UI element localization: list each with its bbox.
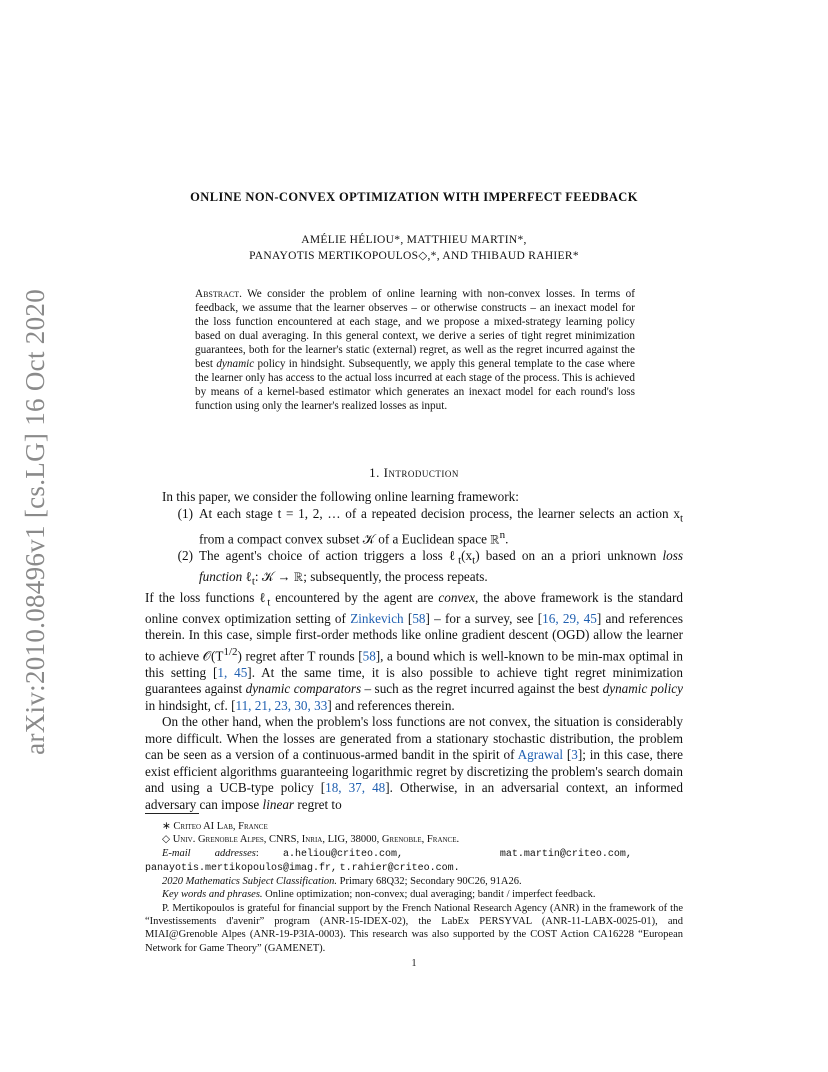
- citation-link[interactable]: 11, 21, 23, 30, 33: [235, 697, 328, 713]
- text-span: .: [505, 531, 509, 547]
- emphasis: dynamic comparators: [245, 681, 362, 697]
- superscript: n: [499, 528, 506, 541]
- paper-title: ONLINE NON-CONVEX OPTIMIZATION WITH IMPERFECT FEEDBACK: [190, 190, 638, 204]
- text-span: If the loss functions ℓ: [145, 589, 268, 605]
- text-span: [: [563, 747, 572, 763]
- subscript: t: [251, 575, 255, 588]
- text-span: from a compact convex subset 𝒦 of a Euclidean space ℝ: [199, 531, 500, 547]
- footnotes: [145, 813, 683, 955]
- text-span: ] – for a survey, see [: [425, 610, 543, 626]
- arxiv-identifier-stamp: [14, 286, 56, 758]
- text-span: ]. Otherwise, in an adversarial context, an informed adversary can impose: [145, 780, 683, 812]
- text-span: On the other hand, when the problem's loss functions are not convex, the situation is considerably more difficult. When the losses are generated from a stationary stochastic distribution, the problem can be seen as a version of a continuous-armed bandit in the spirit of: [145, 714, 683, 763]
- author-block: [0, 232, 828, 264]
- subscript: t: [472, 554, 476, 567]
- list-number: (2): [177, 547, 193, 563]
- subscript: t: [458, 554, 462, 567]
- emphasis: convex: [438, 589, 475, 605]
- citation-link[interactable]: 16, 29, 45: [542, 610, 597, 626]
- list-number: (1): [177, 505, 193, 521]
- abstract: [195, 287, 635, 413]
- citation-link[interactable]: Agrawal: [517, 747, 563, 763]
- affiliation-grenoble: ◇ Univ. Grenoble Alpes, CNRS, Inria, LIG, 38000, Grenoble, France.: [162, 834, 460, 846]
- email-address[interactable]: t.rahier@criteo.com.: [339, 862, 460, 874]
- text-span: in hindsight, cf. [: [145, 697, 236, 713]
- text-span: ] and references therein. In this case, simple first-order methods like online gradient descent (OGD) allow the learner to achieve 𝒪(T: [145, 610, 684, 664]
- text-span: ]; in this case, there exist efficient algorithms guaranteeing logarithmic regret by discretizing the problem's search domain and using a UCB-type policy [: [145, 747, 683, 796]
- keywords-label: Key words and phrases.: [162, 889, 263, 901]
- section-heading-introduction: 1. Introduction: [369, 465, 459, 480]
- email-address[interactable]: mat.martin@criteo.com,: [499, 848, 632, 860]
- emphasis: linear: [262, 796, 295, 812]
- funding-acknowledgment: P. Mertikopoulos is grateful for financial support by the French National Research Agency (ANR) in the framework of the “Investissements d'avenir” program (ANR-15-IDEX-02), the LabEx PERSYVAL (ANR-11-LABX-0025-01), and MIAI@Grenoble Alpes (ANR-19-P3IA-0003). This research was also supported by the COST Action CA16228 “European Network for Game Theory” (GAMENET).: [145, 902, 683, 954]
- superscript: 1/2: [223, 645, 238, 658]
- text-span: : 𝒦 → ℝ; subsequently, the process repeats.: [254, 568, 488, 584]
- text-span: ], a bound which is well-known to be min-max optimal in this setting [: [145, 648, 683, 680]
- abstract-text-1: We consider the problem of online learning with non-convex losses. In terms of feedback, we assume that the learner observes – or otherwise constructs – an inexact model for the loss function encountered at each stage, and we propose a mixed-strategy learning policy based on dual averaging. In this general context, we derive a series of tight regret minimization guarantees, both for the learner's static (external) regret, as well as the regret incurred against the best: [195, 288, 635, 370]
- text-span: ) regret after T rounds [: [237, 648, 363, 664]
- msc-label: 2020 Mathematics Subject Classification.: [162, 876, 337, 888]
- citation-link[interactable]: 18, 37, 48: [325, 780, 386, 796]
- text-span: ) based on an a priori unknown: [475, 547, 663, 563]
- text-span: ℓ: [242, 568, 252, 584]
- email-address[interactable]: a.heliou@criteo.com,: [282, 848, 403, 860]
- citation-link[interactable]: 58: [362, 648, 376, 664]
- subscript: t: [679, 512, 683, 525]
- introduction-body: [145, 489, 683, 813]
- text-span: The agent's choice of action triggers a loss ℓ: [199, 547, 459, 563]
- paragraph-non-convex-setting: [145, 714, 683, 813]
- text-span: ]. At the same time, it is also possible to achieve tight regret minimization guarantees against: [145, 664, 683, 697]
- framework-item-1: [145, 506, 683, 548]
- author-line-2: PANAYOTIS MERTIKOPOULOS◇,*, AND THIBAUD RAHIER*: [249, 250, 579, 262]
- abstract-text-2: policy in hindsight. Subsequently, we apply this general template to the case where the learner only has access to the actual loss incurred at each stage of the process. This is achieved by means of a kernel-based estimator which generates an inexact model for each round's loss function using only the learner's realized losses as input.: [195, 358, 635, 412]
- text-span: regret to: [294, 796, 342, 812]
- abstract-label: Abstract.: [195, 288, 242, 300]
- author-line-1: AMÉLIE HÉLIOU*, MATTHIEU MARTIN*,: [301, 234, 527, 246]
- email-address[interactable]: panayotis.mertikopoulos@imag.fr,: [145, 862, 338, 874]
- citation-link[interactable]: 3: [571, 747, 578, 763]
- list-text: [199, 506, 683, 548]
- email-addresses: E-mail addresses: a.heliou@criteo.com, mat.martin@criteo.com, panayotis.mertikopoulos@imag.fr, t.rahier@criteo.com.: [145, 847, 632, 874]
- citation-link[interactable]: 58: [412, 610, 426, 626]
- subscript: t: [267, 596, 271, 609]
- footnote-rule: [145, 813, 199, 814]
- text-span: encountered by the agent are: [270, 589, 439, 605]
- msc-classification: [145, 875, 683, 888]
- msc-codes: Primary 68Q32; Secondary 90C26, 91A26.: [336, 876, 522, 888]
- abstract-emphasis: dynamic: [216, 358, 255, 370]
- keywords-text: Online optimization; non-convex; dual averaging; bandit / imperfect feedback.: [262, 889, 596, 901]
- email-label: E-mail addresses: [162, 847, 256, 859]
- text-span: (x: [461, 547, 473, 563]
- framework-item-2: [145, 548, 683, 590]
- keywords: [145, 888, 683, 901]
- text-span: ] and references therein.: [327, 697, 455, 713]
- text-span: [: [403, 610, 413, 626]
- text-span: At each stage t = 1, 2, … of a repeated decision process, the learner selects an action x: [199, 505, 680, 521]
- citation-link[interactable]: 1, 45: [217, 664, 248, 680]
- page-number: 1: [411, 958, 417, 969]
- emphasis: dynamic policy: [602, 681, 683, 697]
- intro-lead-sentence: In this paper, we consider the following online learning framework:: [162, 489, 519, 504]
- text-span: , the above framework is the standard online convex optimization setting of: [145, 589, 684, 626]
- list-text: [199, 548, 683, 590]
- affiliation-criteo: ∗ Criteo AI Lab, France: [162, 821, 268, 832]
- paragraph-convex-setting: [145, 590, 683, 715]
- arxiv-identifier-text: arXiv:2010.08496v1 [cs.LG] 16 Oct 2020: [19, 289, 50, 755]
- emphasis: loss function: [199, 547, 683, 584]
- citation-link[interactable]: Zinkevich: [350, 610, 404, 626]
- text-span: – such as the regret incurred against the best: [361, 681, 603, 697]
